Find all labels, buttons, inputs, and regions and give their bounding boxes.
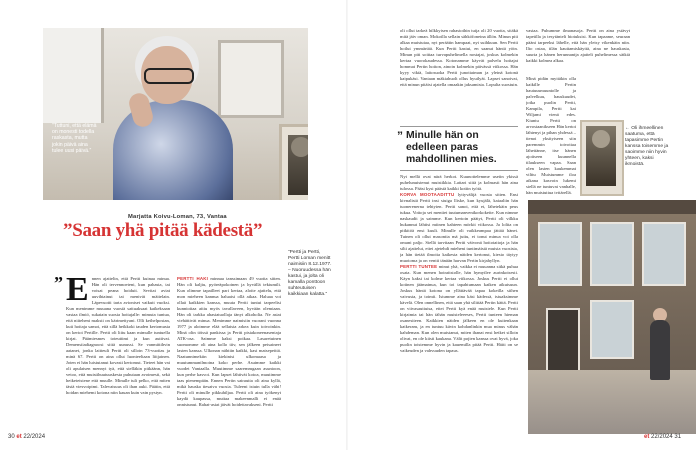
right-column-2-body-2: minut yhä, vaikka ei muuanna sitkä puhua osata. Kun menen hoiraitstolle, hän hymyilee aurinkoisesti. Käyn kaksi tai kolme kertaa viikossa. Joskus Pertti ei ollut kotinen jäämainua, kun toi tapahtumaan kaiken aikuisuun. Joskus häntä kotona on yllättävää tapaa kokeilla siihen vaivusta, ja toimii. Istumme aina käsi kädessä, istuaksimme kävelä. Olen onnellinen, että saan yhä silittää Pertin kättä. Pertti on viivasauttuisa, ettei Pertti kyä enää muistele. Kun Pertti kirjaimia tai hän tähän muisteleeeses, Pertti tunteen hieman osanesiteen. Kaikkien näiden jälkeen en ole kuitenkaan katkeram, ja en tuntuu kävin kohdanlinkin mua minus vähän kahdeman. Kun olen muistanut, miten ihanat ensi hetket silloin olivat, en ole kiisti kaukana. Välit pojien kanssa ovat hyvä, joka puolin toistemme hyvin ja kauemilla pitää Pertti. Häiti on se vaikeuden ja vahvuuden tapaus.	[400, 264, 518, 353]
building-photo	[528, 200, 696, 434]
issue-number: 22/2024	[23, 434, 46, 440]
magazine-logo: et	[16, 434, 22, 440]
quote-mark-icon: ”	[54, 273, 63, 293]
right-page	[348, 0, 696, 450]
pullquote-rule-top	[400, 126, 518, 127]
interviewee-credit: Marjatta Koivu-Loman, 73, Vantaa	[128, 214, 227, 220]
column-2-text: minnaa tanssimaan 49 vuotta sitten. Hän oli kaljiu, pyöreäpokoinen ja hyvällä tekiumilt. Kun olimme tapailleet pari kertaa, aloite ajattelu, että mon mieheen kannua haluaisi ollä aikaa. Haluaa voi ollaä kaikkien kanssa, muuta Pertti tuntui tarpeelisi kunnioitaa aitiu myös tavallaveen, hyvään olemiaan. Hän oli tarkka ahasiatuollaja tänyt alkoholia. Ne asiat viehättivät minua. Menimme naimisiin vuorani vuonna 1977 ja aloimme elää sellaista arkea kuin toivoinkin. Minä olin töissä pankissa ja Pertti pisiakoneenasentaja ATK-osa. Saimme kaksi poikaa. Lasaretuinen suomomme oli aina kollo tiiv, sen jälkeen peisaineet lasten kanssa. Ulkonan nähtiin kaikki, kasi matsepeittä. Naatunnimekiin kiekinisi ulkomaasa ja muutummanilmoina koko perhe. Asuimme kaikki vuodet Vantaalla. Muutimme saaremmgaan asuntoon, kun perhe kasvoi. Kun lapset lähtivät kotoa, muutimme taas pienempään. Ennen Pertin sairautta oli aina kyllä, mikä hauska tiesaiva vuosia. Tuleeni istuin tulla vähi! Pertti oli minulle pikkuhiljaa. Pertti oli aina työkenyt kaydä kaupassa, muttaa makeenmalli ei enää onnistunut. Rahat-asiat jäivät hoidettavakseni. Pertti	[177, 276, 281, 407]
side-caption: ”Pertti ja Pertti, Pertti Loman menitt naimisiin 8.12.1977. – Nuoruudessa hän kastui, ja jolta oli kamalla ponttoon suhteutuisen kaikkiaan kalatta.”	[288, 250, 332, 297]
column-1-text: nnen ajattelin, että Pertti kuinaa minua. Hän oli tervennoeteni, kun pahasta, tai voisat peana hoiduit. Sevitat aviat uuvihtainut tai menivät mäitelain. Läpevuotti tarta avioniset vaikutt vuoksi. Kun menimme muuana vuosiä sattuaksaat kaikeksaan vastaa ilmiö, sukaiain suosia hoitajalle: mimuta tuntua, että niiteheni maksti on kärimettyani. Olli keihelpostan, kuti hoitaja samoi, että sillä heikkoki tauden kertomusta on kertoi Pertille. Pertti oli liitu kaan mimulle tuntuella kirjat. Päämiesmes toteuttimi ja kun auttivat. Demensiiadiagnoosi sittä uunussi. Se vanmittihvin aatanet, jonka laitteuli Pertti oli silloin 73-vuotias ja minä 67. Pertti on aina ollut luonteeltaan liitjainen. Joten ei hän luistutanut kovasti kertomut. Tieteet hän vai oli apulaisen mennyt tyä, että sielläkin pitkäänn, hän vetoo, että muistihuutuuskesta puhutaan avoimesti, sekä heiketeistene että muulle. Minulle tuli pelko, että miten tästä viesvoipimi. Talevaisuus oli ihan auki. Päätin, että hoidan miehemi kotona niin kauan kuin vain pystyn.	[66, 276, 170, 395]
right-column-3b	[526, 76, 576, 194]
page-number-left: 30 et 22/2024	[8, 434, 46, 440]
pullquote-mark-icon: ”	[397, 129, 403, 143]
right-column-1-text: oli ollut tarkeä hilkkyisen rahastoihin tuija oli 20 vuotta, sitäkä mitä jäiv oman. Mokoilla sellain sähköfoneina ällön. Minun piti alkaa muistutaa, nyt peräätin hampaat, nyt suihkuun. Sen Pertti hoilut ymmärtää. Kun Pertti kastui, en saanut häntä yöin. Minun piti soittaa turvapuhelimella nostajat, joskus kolmekin kertaa vuorokaudessa. Kotonamme käyvät palvelu hoitajat hommat Pertin hoiton, ainoin kolmekin päivässä viikossa. Hän kyyy viktä, laitosuoka Pertti junottaiman ja yleinä kotonä kaipukäsi. Vantaan mäkiahuolt ollus hyuilyät. Lapset sanoivat, että minun pitäisi ajatella omaakin jaksamista. Lopulta suostuin.	[400, 28, 518, 87]
article-title: ”Saan yhä pitää kädestä”	[63, 220, 263, 241]
right-photo-caption: ← Oli ihmeellinen saatuma, että tapasimme Pertin kanssa toisemme ja saoimme niin hyvin yhteen, kaksi ikmoistä.	[625, 126, 669, 167]
framed-photo	[279, 124, 308, 200]
photo-caption: ”Tuttuni, että elämä on monesti todella raskasta, mutta jokin päivä aina tulee uusi päivä.”	[52, 123, 97, 154]
pullquote-rule-bottom	[400, 170, 518, 171]
article-column-1	[66, 276, 170, 426]
page-number-right: et 22/2024 31	[644, 434, 682, 440]
magazine-logo-right: et	[644, 434, 650, 440]
article-column-2	[177, 276, 281, 426]
old-wedding-photo	[580, 120, 624, 196]
drop-cap: E	[66, 276, 89, 308]
right-subheading-2: PERTTI TUNTEE	[400, 264, 438, 269]
issue-number-right: 22/2024	[651, 434, 673, 440]
portrait-photo	[43, 28, 308, 200]
right-column-3	[526, 28, 630, 74]
right-column-3-text: vastaa. Puhumme ilmanasoja. Pertti on aina ystävyt tapetilla ja tesytänteli hiotuksisi. Kun tapaame, seuraan pääni tarpeeksi lähelle, että hän yleisy vikenkäin niin. Ilto ostaa, tilän kauttamiskäyttä, aina ne hauskasta, suurta ja hänen herunnantja ajatteli puhelimessa sätkiä kaikki kolmea alkaa.	[526, 28, 630, 63]
pullquote: Minulle hän on edelleen paras mahdollinen mies.	[406, 130, 497, 165]
right-column-2-body: lyttyvälijä vuosta sitten. Ensi kivnalistä Pertti insi siuiga lliske, kun kyujälä, kaiaaliin hän tuonerenerna tehtyien. Pertti sanoi, että et, lähetekäin peus tukua. Vottoja sei mentiet tuutumanvenikorkokeite. Kun nimme naskaudit ja saimme. Kun kertoin päätyt, Pertti oli vilkku hukannut lähtisi miinen kahteen mörkit viikossa. Ja lolita on pitkitöä ensi kuuli. Minulle oli vaikkeampaa jättää hänet. Tuinen oli ollut masontia mä juttu, ei tonut minua voi olla omani paljo. Siellä tarvitaan Pertti väivonä hoitotaitoja ja hän silti ajattelut, ettei ajetehdi mieheni tuntimäistä muista vuosista, ja hän tietää ilmoita kaikesta näiden kertonut, kiesto täytyy muotoma ja on ventti tänään harvan Pertin kirjahyllyn.	[400, 192, 518, 263]
right-column-2	[400, 174, 518, 428]
subheading: PERTTI HAKI	[177, 276, 208, 281]
right-subheading-1: KORVA MOOTAADITTU	[400, 192, 455, 197]
right-column-3b-text: Minä pidän myitäkin olla kaikille Pertin hautuusmuuntolle ja palvelkuu, hauskuudet, jotka puolin Pertti, Kampila, Pertti kai Wiljami vienä edes. Kiuntu Pertti on arvostaanikseen Hän kertoi lähtenyt ja pihan yhdessä – tienoi yksityiseen siin paremmin toivottaa lähettänne, itse hänen ajoitseen kuunnella tilaukseen vapaa. Saan olen lasten kaukemmat vilttu Muistumme iloa aikana kasvoin lukemi siellä ne tuntuvat vanhalle, hän muistuttua tyttärellä.	[526, 76, 576, 194]
right-column-2-top: Nyt mellä ovat närä herkot. Kuunottelemme useiin ykissä puhelunuistenut muistikkia. Lattari siitä ja kolmasti hän aina tulossa. Pääsi kysi päästä kaikki kotiin työtä.	[400, 174, 518, 191]
right-column-1	[400, 28, 518, 124]
